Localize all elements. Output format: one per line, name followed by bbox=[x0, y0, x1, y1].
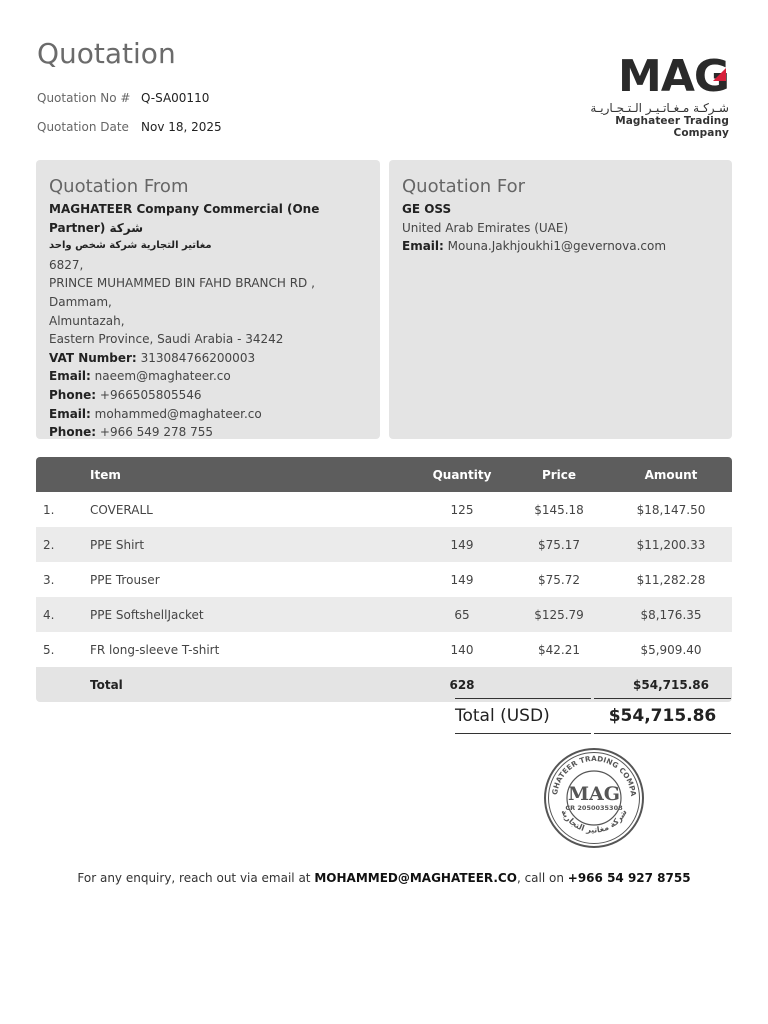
header-price: Price bbox=[508, 457, 610, 492]
from-email-2-link[interactable]: mohammed@maghateer.co bbox=[94, 406, 262, 421]
svg-text:MAGHATEER TRADING COMPANY: GHATEER TRADING COMPA bbox=[550, 753, 639, 797]
from-address-1: 6827, bbox=[49, 257, 84, 272]
table-row: 1. COVERALL 125 $145.18 $18,147.50 bbox=[36, 492, 732, 527]
for-country: United Arab Emirates (UAE) bbox=[402, 220, 569, 235]
footer-enquiry: For any enquiry, reach out via email at MOHAMMED@MAGHATEER.CO, call on +966 54 927 8755 bbox=[77, 871, 691, 885]
quotation-for-heading: Quotation For bbox=[402, 176, 526, 197]
svg-text:MAG: MAG bbox=[568, 783, 620, 805]
table-row: 3. PPE Trouser 149 $75.72 $11,282.28 bbox=[36, 562, 732, 597]
total-quantity: 628 bbox=[416, 667, 508, 702]
from-email-1: Email: naeem@maghateer.co bbox=[49, 369, 231, 384]
from-vat: VAT Number: 313084766200003 bbox=[49, 350, 256, 365]
for-email: Email: Mouna.Jakhjoukhi1@gevernova.com bbox=[402, 239, 667, 254]
quotation-date-label: Quotation Date bbox=[37, 120, 129, 134]
total-label: Total bbox=[89, 667, 416, 702]
header-amount: Amount bbox=[610, 457, 732, 492]
total-amount: $54,715.86 bbox=[610, 667, 732, 702]
logo-g-letter: G bbox=[693, 51, 729, 102]
from-address-4: Almuntazah, bbox=[49, 313, 125, 328]
header-item: Item bbox=[89, 457, 416, 492]
from-email-1-link[interactable]: naeem@maghateer.co bbox=[94, 369, 231, 384]
company-stamp bbox=[543, 747, 645, 849]
from-phone-1: Phone: +966505805546 bbox=[49, 387, 202, 402]
company-logo bbox=[577, 51, 729, 139]
footer-email-link[interactable]: MOHAMMED@MAGHATEER.CO bbox=[314, 871, 517, 885]
header-num bbox=[36, 457, 89, 492]
table-row: 5. FR long-sleeve T-shirt 140 $42.21 $5,909.40 bbox=[36, 632, 732, 667]
grand-total-label: Total (USD) bbox=[455, 698, 591, 734]
grand-total-value: $54,715.86 bbox=[594, 698, 731, 734]
table-total-row bbox=[36, 667, 732, 702]
table-row: 4. PPE SoftshellJacket 65 $125.79 $8,176.35 bbox=[36, 597, 732, 632]
quotation-number: Q-SA00110 bbox=[141, 91, 210, 105]
quotation-for-panel bbox=[389, 160, 732, 439]
from-company-arabic: مغاتير التجارية شركة شخص واحد bbox=[49, 240, 212, 252]
quotation-number-row bbox=[37, 91, 209, 105]
logo-arabic: شـركـة مـغـاتـيـر الـتـجـاريـة bbox=[590, 101, 729, 115]
from-phone-2: Phone: +966 549 278 755 bbox=[49, 425, 214, 440]
from-address-2: PRINCE MUHAMMED BIN FAHD BRANCH RD , bbox=[49, 276, 315, 291]
grand-total bbox=[455, 698, 731, 734]
items-table bbox=[36, 457, 732, 702]
logo-wordmark: MAG bbox=[618, 51, 729, 102]
quotation-date: Nov 18, 2025 bbox=[141, 120, 222, 134]
table-header bbox=[36, 457, 732, 492]
from-address-3: Dammam, bbox=[49, 294, 112, 309]
for-email-link[interactable]: Mouna.Jakhjoukhi1@gevernova.com bbox=[447, 239, 667, 254]
table-row: 2. PPE Shirt 149 $75.17 $11,200.33 bbox=[36, 527, 732, 562]
logo-english: Maghateer Trading Company bbox=[615, 115, 729, 139]
from-address-5: Eastern Province, Saudi Arabia - 34242 bbox=[49, 332, 284, 347]
logo-accent-triangle bbox=[713, 68, 726, 81]
footer-phone: +966 54 927 8755 bbox=[567, 871, 691, 885]
quotation-from-heading: Quotation From bbox=[49, 176, 189, 197]
header-quantity: Quantity bbox=[416, 457, 508, 492]
svg-text:شركة مغاتير التجارية: شركة مغاتير التجارية bbox=[559, 807, 629, 835]
quotation-from-panel bbox=[36, 160, 380, 439]
quotation-number-label: Quotation No # bbox=[37, 91, 131, 105]
for-company: GE OSS bbox=[402, 202, 452, 216]
from-email-2: Email: mohammed@maghateer.co bbox=[49, 406, 262, 421]
quotation-date-row bbox=[37, 120, 222, 134]
from-company: MAGHATEER Company Commercial (One Partner) شركة bbox=[49, 202, 320, 235]
page-title: Quotation bbox=[37, 37, 176, 70]
svg-text:CR 2050035308: CR 2050035308 bbox=[565, 804, 623, 812]
